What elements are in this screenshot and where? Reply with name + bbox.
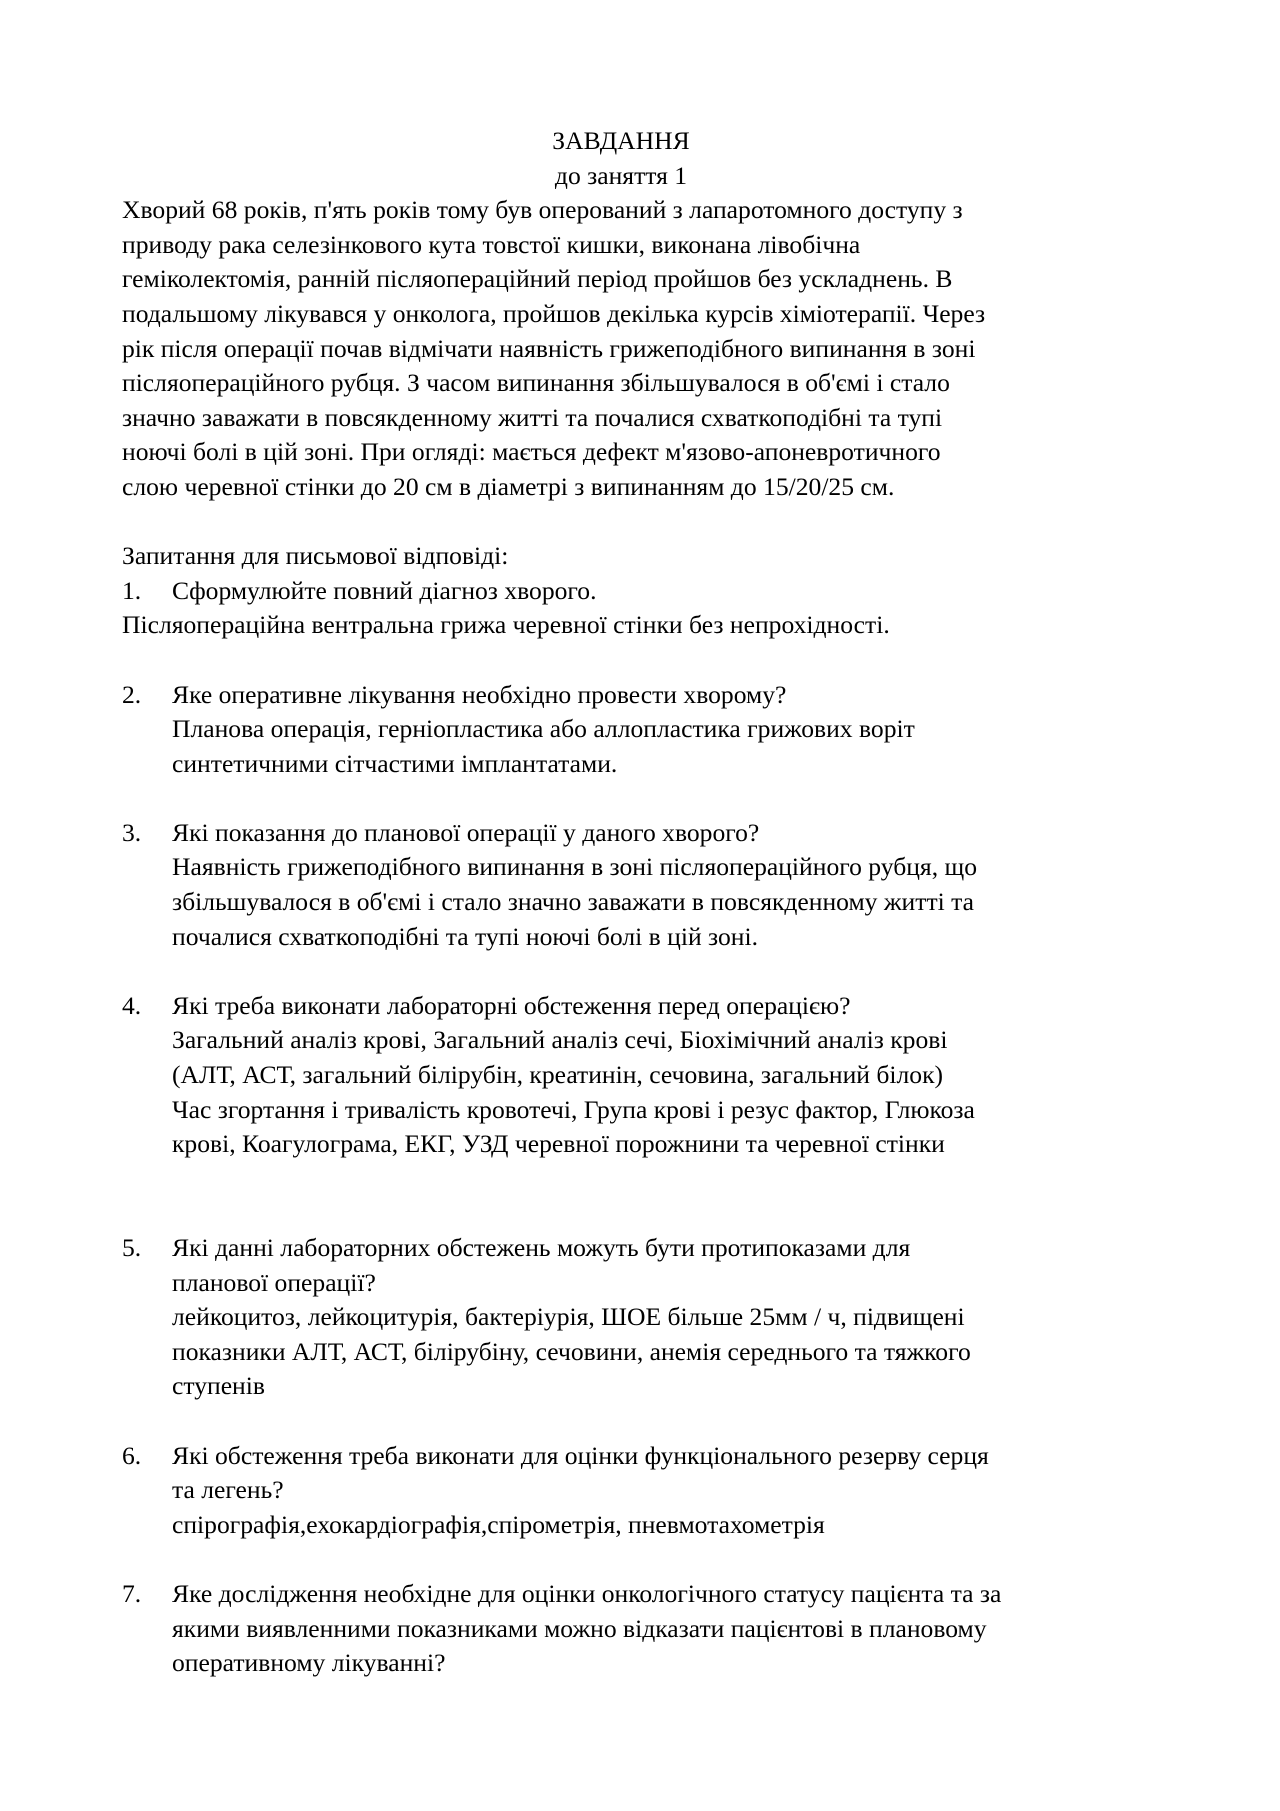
answer-text: (АЛТ, АСТ, загальний білірубін, креатинін, сечовина, загальний білок): [172, 1060, 944, 1090]
case-line: слою черевної стінки до 20 см в діаметрі з випинанням до 15/20/25 см.: [122, 471, 895, 501]
answer-text: Загальний аналіз крові, Загальний аналіз сечі, Біохімічний аналіз крові: [172, 1025, 948, 1055]
question-7: [122, 1577, 1172, 1681]
question-text: Які треба виконати лабораторні обстеження перед операцією?: [172, 990, 851, 1020]
question-number: 7.: [122, 1578, 142, 1608]
blank-line: [122, 1196, 1172, 1231]
answer-text: Наявність грижеподібного випинання в зоні післяопераційного рубця, що: [172, 852, 978, 882]
question-number: 4.: [122, 990, 142, 1020]
blank-line: [122, 954, 1172, 989]
answer-text: збільшувалося в об'ємі і стало значно заважати в повсякденному житті та: [172, 887, 974, 917]
question-text: Яке оперативне лікування необхідно провести хворому?: [172, 679, 787, 709]
question-text: Яке дослідження необхідне для оцінки онкологічного статусу пацієнта та за: [172, 1578, 1002, 1608]
blank-line: [122, 1542, 1172, 1577]
blank-line: [122, 643, 1172, 678]
question-3: [122, 816, 1172, 954]
case-line: Хворий 68 років, п'ять років тому був оперований з лапаротомного доступу з: [122, 195, 963, 225]
question-number: 6.: [122, 1440, 142, 1470]
answer-text: лейкоцитоз, лейкоцитурія, бактеріурія, ШОЕ більше 25мм / ч, підвищені: [172, 1302, 965, 1332]
case-line: приводу рака селезінкового кута товстої кишки, виконана лівобічна: [122, 229, 861, 259]
question-text: планової операції?: [172, 1267, 376, 1297]
question-2: [122, 678, 1172, 782]
document-title: ЗАВДАННЯ: [552, 126, 690, 155]
question-number: 2.: [122, 679, 142, 709]
case-line: ноючі болі в цій зоні. При огляді: мається дефект м'язово-апоневротичного: [122, 437, 941, 467]
document-page: [122, 124, 1172, 1681]
question-6: [122, 1439, 1172, 1543]
document-subtitle: до заняття 1: [554, 160, 688, 190]
case-line: подальшому лікувався у онколога, пройшов декілька курсів хіміотерапії. Через: [122, 298, 986, 328]
question-number: 5.: [122, 1233, 142, 1262]
question-text: Які обстеження треба виконати для оцінки функціонального резерву серця: [172, 1440, 989, 1470]
question-text: Сформулюйте повний діагноз хворого.: [172, 575, 597, 605]
answer-text: крові, Коагулограма, ЕКГ, УЗД черевної порожнини та черевної стінки: [172, 1129, 945, 1159]
question-5: [122, 1231, 1172, 1404]
question-text: та легень?: [172, 1475, 284, 1505]
answer-text: Планова операція, герніопластика або аллопластика грижових воріт: [172, 714, 915, 744]
blank-line: [122, 505, 1172, 540]
question-number: 1.: [122, 575, 142, 605]
answer-text: Час згортання і тривалість кровотечі, Група крові і резус фактор, Глюкоза: [172, 1094, 975, 1124]
case-description: [122, 193, 1172, 504]
question-text: Які показання до планової операції у даного хворого?: [172, 817, 760, 847]
case-line: рік після операції почав відмічати наявність грижеподібного випинання в зоні: [122, 333, 976, 363]
blank-line: [122, 781, 1172, 816]
blank-line: [122, 1162, 1172, 1197]
question-1: [122, 574, 1172, 609]
case-line: геміколектомія, ранній післяопераційний період пройшов без ускладнень. В: [122, 264, 953, 294]
question-text: оперативному лікуванні?: [172, 1648, 446, 1678]
question-text: якими виявленними показниками можно відказати пацієнтові в плановому: [172, 1613, 987, 1643]
answer-text: синтетичними сітчастими імплантатами.: [172, 748, 618, 778]
answer-text: почалися схваткоподібні та тупі ноючі болі в цій зоні.: [172, 921, 759, 951]
questions-header: Запитання для письмової відповіді:: [122, 541, 509, 571]
answer-text: спірографія,ехокардіографія,спірометрія, пневмотахометрія: [172, 1509, 825, 1539]
answer-text: ступенів: [172, 1371, 265, 1401]
question-text: Які данні лабораторних обстежень можуть бути протипоказами для: [172, 1233, 911, 1262]
question-number: 3.: [122, 817, 142, 847]
case-line: значно заважати в повсякденному житті та почалися схваткоподібні та тупі: [122, 402, 943, 432]
question-4: [122, 989, 1172, 1162]
answer-text: показники АЛТ, АСТ, білірубіну, сечовини, анемія середнього та тяжкого: [172, 1336, 971, 1366]
case-line: післяопераційного рубця. З часом випинання збільшувалося в об'ємі і стало: [122, 368, 950, 398]
blank-line: [122, 1404, 1172, 1439]
answer-1: Післяопераційна вентральна грижа черевної стінки без непрохідності.: [122, 610, 890, 640]
